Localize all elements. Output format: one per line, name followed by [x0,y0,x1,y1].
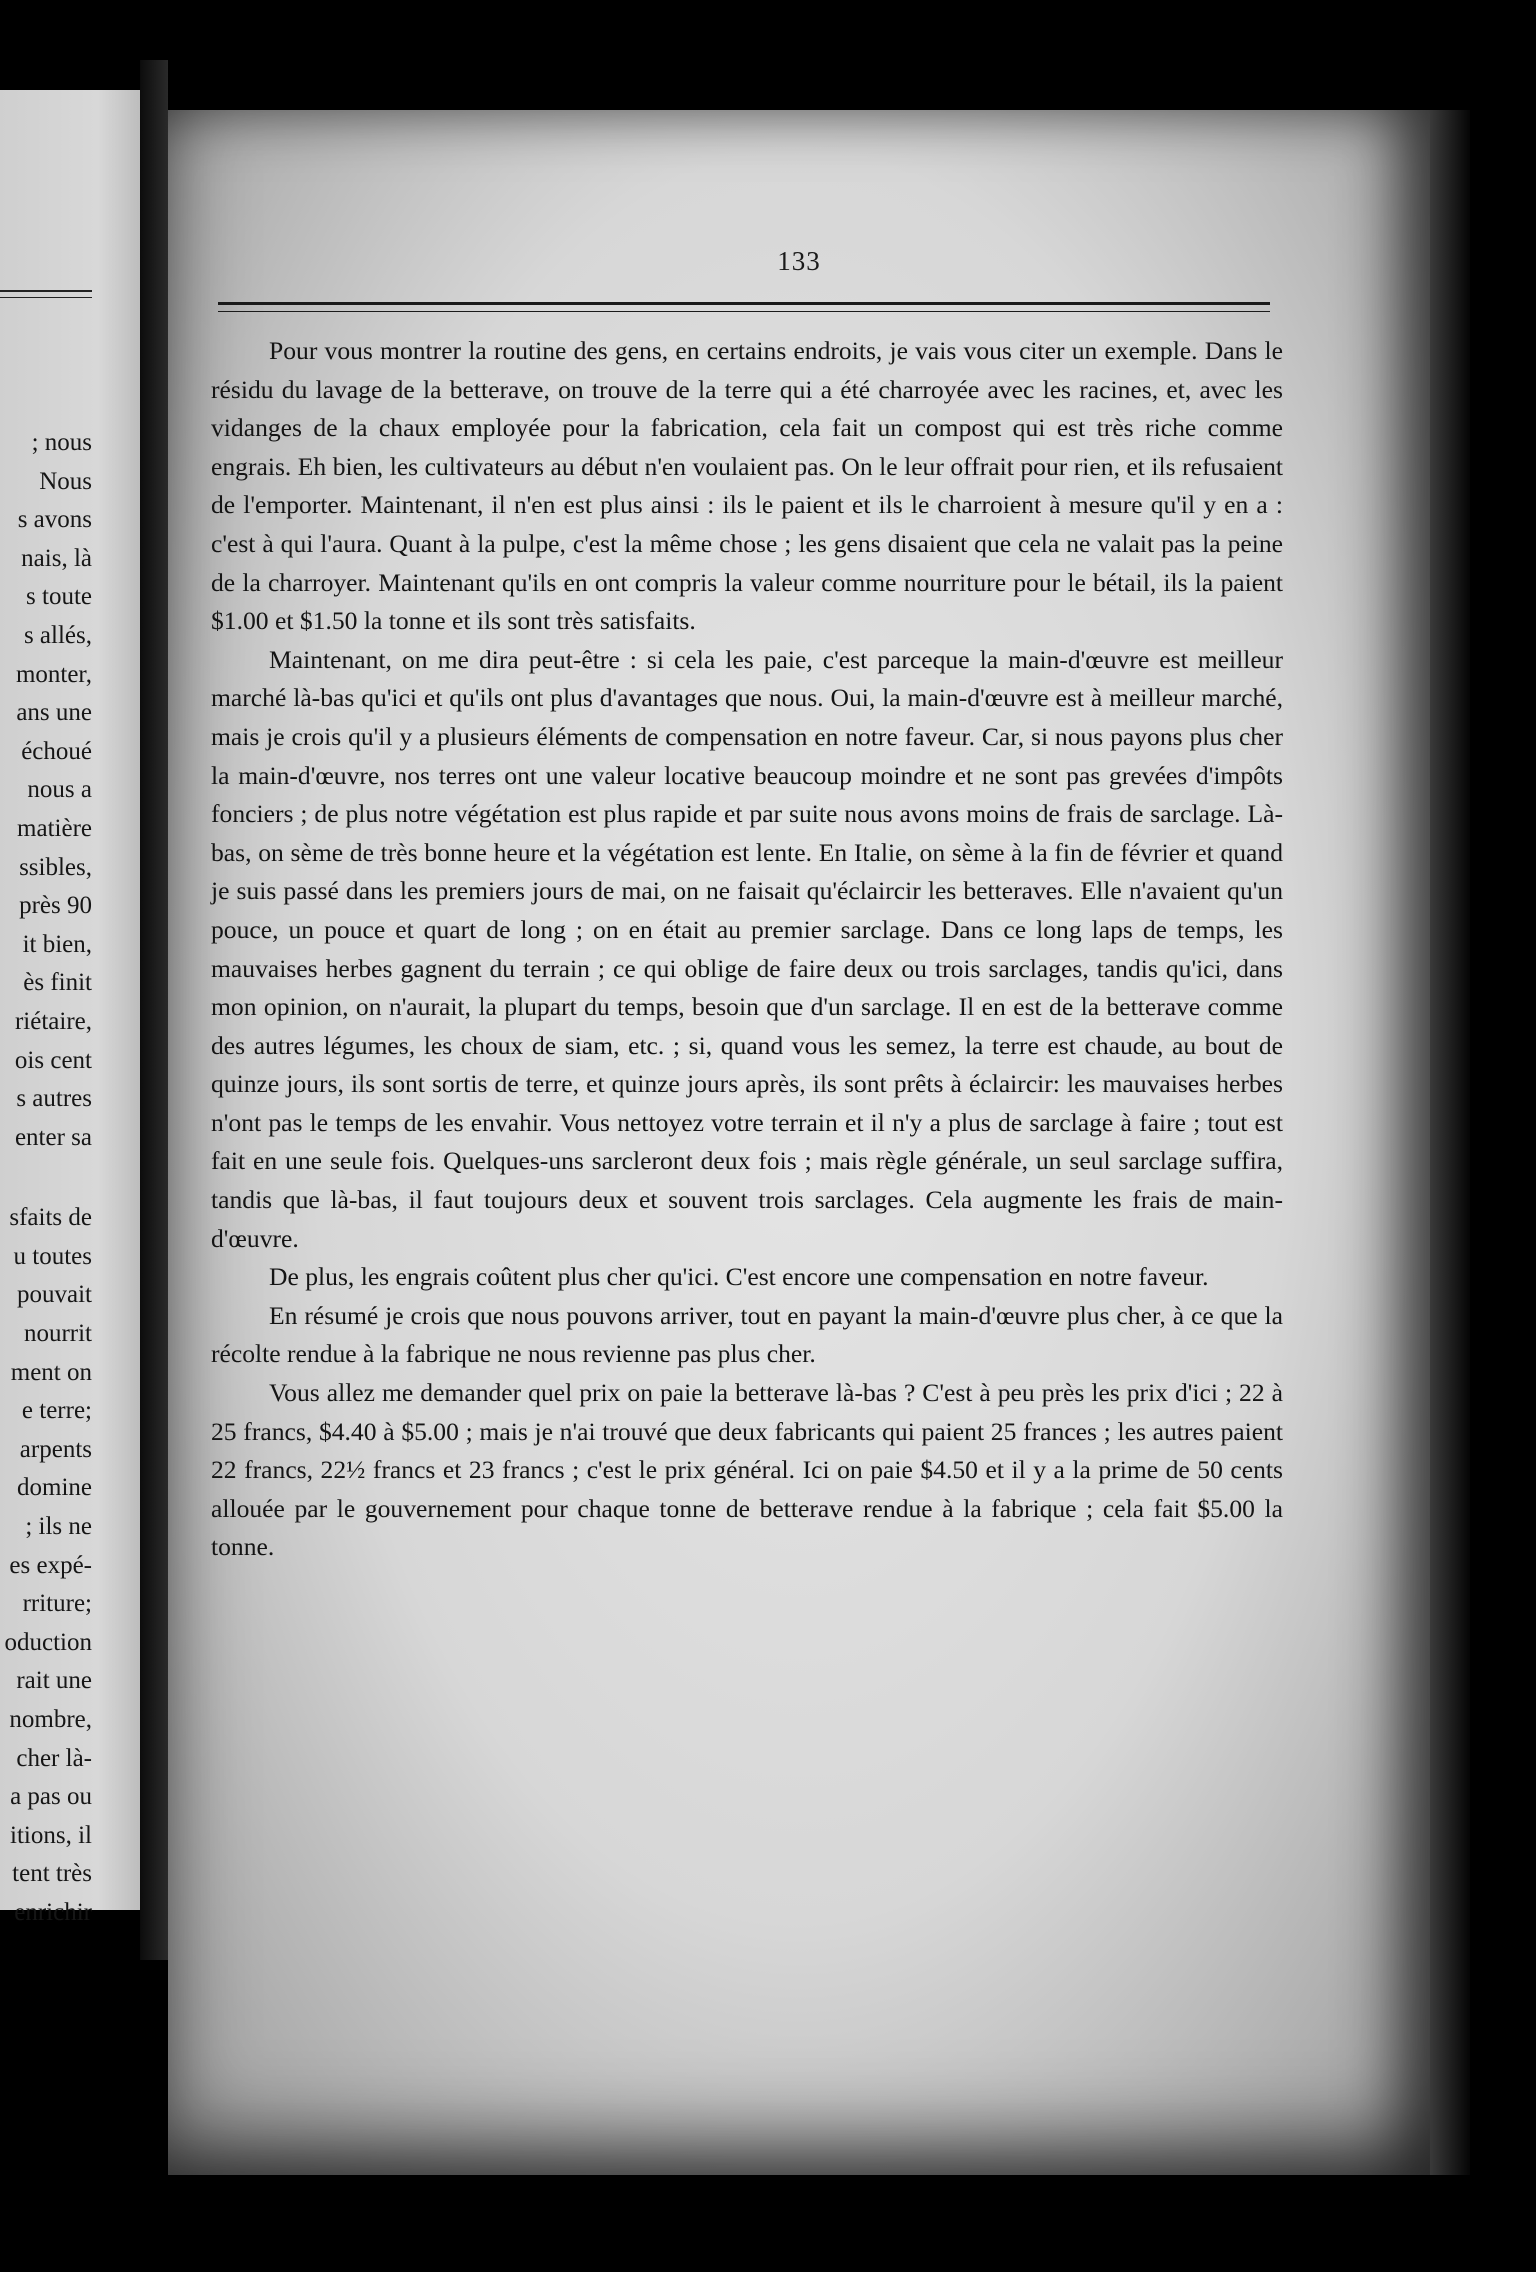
previous-page-line: arpents [19,1435,92,1463]
previous-page-line: rait une [16,1667,92,1695]
previous-page-line: enter sa [14,1123,92,1151]
previous-page-line: enrichir [14,1898,92,1926]
header-rule [218,302,1270,312]
previous-page-line: tent très [12,1860,92,1888]
paragraph: Pour vous montrer la routine des gens, en certains endroits, je vais vous citer un exemple. Dans le résidu du lavage de la betterave, on trouve de la terre qui a été charroyée avec les racines, et, avec les vidanges de la chaux employée pour la fabrication, cela fait un compost qui est très riche comme engrais. Eh bien, les cultivateurs au début n'en voulaient pas. On le leur offrait pour rien, et ils refusaient de l'emporter. Maintenant, il n'en est plus ainsi : ils le paient et ils le charroient à mesure qu'il y en a : c'est à qui l'aura. Quant à la pulpe, c'est la même chose ; les gens disaient que cela ne valait pas la peine de la charroyer. Maintenant qu'ils en ont compris la valeur comme nourriture pour le bétail, ils la paient $1.00 et $1.50 la tonne et ils sont très satisfaits. [211,336,1283,636]
previous-page-line: ; nous [31,429,92,456]
previous-page-line: cher là- [16,1744,92,1772]
previous-page-line: ès finit [23,969,92,997]
previous-page-line: ois cent [14,1046,92,1074]
previous-page-line: rriture; [22,1590,92,1618]
previous-page-line: es expé- [9,1551,92,1579]
previous-page-line: it bien, [22,930,92,958]
previous-page-line: nombre, [9,1706,92,1733]
previous-page-line: sfaits de [9,1204,92,1232]
previous-page-line: e terre; [21,1397,92,1425]
previous-page-line: s allés, [23,621,92,649]
page-number: 133 [777,246,821,276]
previous-page-line: Nous [39,467,92,495]
previous-page-line: ans une [16,699,92,727]
previous-page-line: nous a [27,776,92,804]
previous-page-line: échoué [21,737,92,765]
book-gutter [140,60,168,1960]
paragraph: Vous allez me demander quel prix on paie la betterave là-bas ? C'est à peu près les prix d'ici ; 22 à 25 francs, $4.40 à $5.00 ; mais je n'ai trouvé que deux fabricants qui paient 25 frances ; les autres paient 22 francs, 22½ francs et 23 francs ; c'est le prix général. Ici on paie $4.50 et il y a la prime de 50 cents allouée par le gouvernement pour chaque tonne de betterave rendue à la fabrique ; cela fait $5.00 la tonne. [211,1378,1283,1562]
paragraph: De plus, les engrais coûtent plus cher qu'ici. C'est encore une compensation en notre faveur. [269,1262,1209,1292]
paragraph: Maintenant, on me dira peut-être : si cela les paie, c'est parceque la main-d'œuvre est meilleur marché là-bas qu'ici et qu'ils ont plus d'avantages que nous. Oui, la main-d'œuvre est à meilleur marché, mais je crois qu'il y a plusieurs éléments de compensation en notre faveur. Car, si nous payons plus cher la main-d'œuvre, nos terres ont une valeur locative beaucoup moindre et ne sont pas grevées d'impôts fonciers ; de plus notre végétation est plus rapide et par suite nous avons moins de frais de sarclage. Là-bas, on sème de très bonne heure et la végétation est lente. En Italie, on sème à la fin de février et quand je suis passé dans les premiers jours de mai, on ne faisait qu'éclaircir les betteraves. Elle n'avaient qu'un pouce, un pouce et quart de long ; on en était au premier sarclage. Dans ce long laps de temps, les mauvaises herbes gagnent du terrain ; ce qui oblige de faire deux ou trois sarclages, tandis qu'ici, dans mon opinion, on n'aurait, la plupart du temps, besoin que d'un sarclage. Il en est de la betterave comme des autres légumes, les choux de siam, etc. ; si, quand vous les semez, la terre est chaude, au bout de quinze jours, ils sont sortis de terre, et quinze jours après, ils sont prêts à éclaircir: les mauvaises herbes n'ont pas le temps de les envahir. Vous nettoyez votre terrain et il n'y a plus de sarclage à faire ; tout est fait en une seule fois. Quelques-uns sarcleront deux fois ; mais règle générale, un seul sarclage suffira, tandis que là-bas, il faut toujours deux et souvent trois sarclages. Cela augmente les frais de main-d'œuvre. [211,644,1283,1253]
previous-page-rule [0,290,92,298]
previous-page-line: s toute [26,583,92,611]
previous-page-line: ssibles, [19,853,92,881]
previous-page-line: près 90 [19,892,92,920]
page-edge-shadow [1430,110,1470,2175]
previous-page-line: nais, là [21,544,92,572]
previous-page-line: s autres [16,1085,92,1113]
previous-page-fragment [0,90,140,1926]
previous-page-line: ment on [10,1358,92,1386]
previous-page-line: domine [17,1474,92,1502]
previous-page-text [5,424,93,1933]
previous-page-line: matière [17,814,92,842]
paragraph: En résumé je crois que nous pouvons arriver, tout en payant la main-d'œuvre plus cher, à ce que la récolte rendue à la fabrique ne nous revienne pas plus cher. [211,1300,1283,1369]
previous-page-line: a pas ou [10,1783,92,1811]
previous-page-line: nourrit [23,1320,92,1348]
previous-page-line: riétaire, [14,1007,92,1035]
previous-page-line: ; ils ne [25,1513,92,1541]
previous-page-line: monter, [15,660,92,688]
previous-page-line: oduction [4,1628,92,1656]
book-page [168,110,1430,2175]
previous-page-line: u toutes [13,1242,92,1270]
previous-page-line: s avons [17,506,92,534]
page-body [211,332,1283,1567]
previous-page-line: itions, il [10,1821,92,1849]
previous-page-line: pouvait [17,1281,92,1309]
